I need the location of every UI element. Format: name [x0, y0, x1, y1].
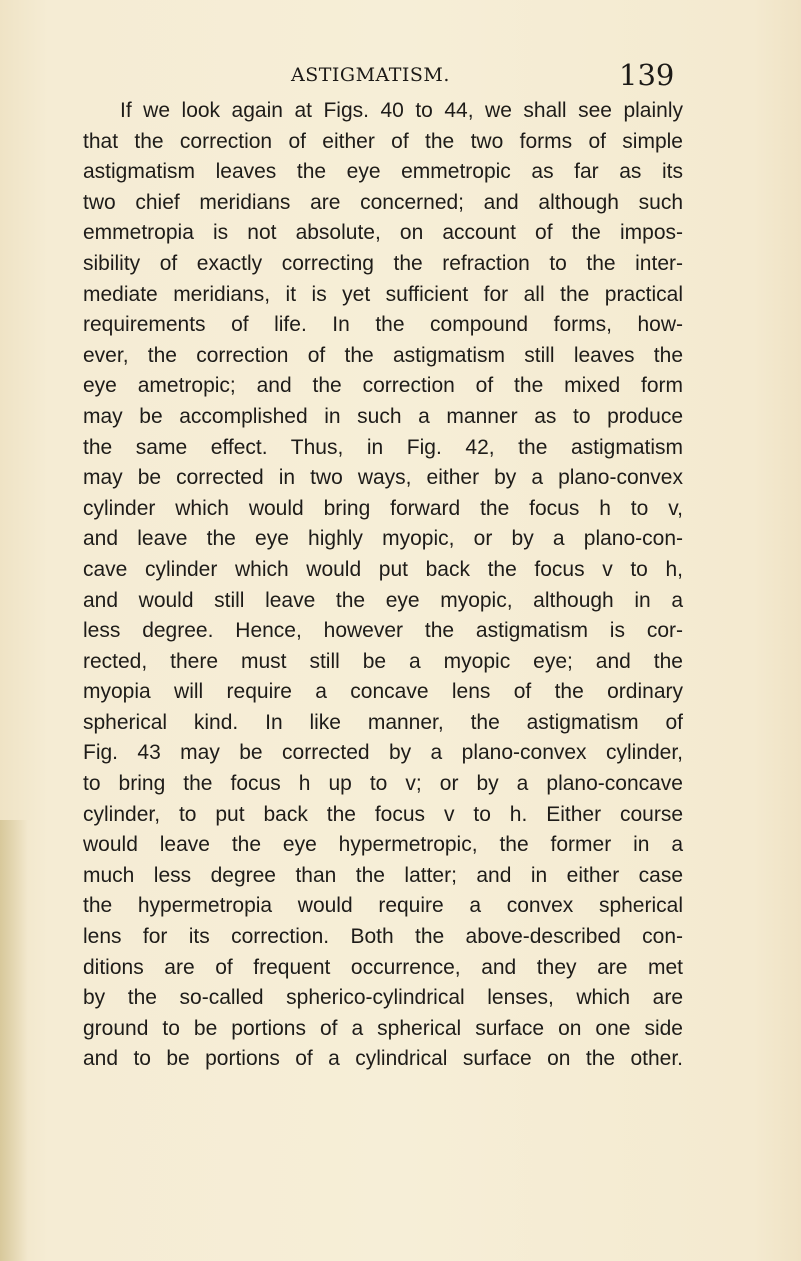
text-line: the same effect. Thus, in Fig. 42, the astigmatism: [83, 435, 683, 459]
text-line: lens for its correction. Both the above-described con-: [83, 925, 683, 949]
text-line: ever, the correction of the astigmatism still leaves the: [83, 343, 683, 367]
text-line: If we look again at Figs. 40 to 44, we shall see plainly: [120, 99, 683, 122]
text-line: ground to be portions of a spherical surface on one side: [83, 1016, 683, 1040]
text-line: spherical kind. In like manner, the astigmatism of: [83, 710, 683, 734]
running-head: [0, 60, 801, 100]
body-paragraph: [83, 96, 683, 1075]
text-line: mediate meridians, it is yet sufficient for all the practical: [83, 282, 683, 306]
text-line: ditions are of frequent occurrence, and they are met: [83, 955, 683, 979]
text-line: that the correction of either of the two forms of simple: [83, 129, 683, 153]
text-line: eye ametropic; and the correction of the mixed form: [83, 374, 683, 398]
text-line: less degree. Hence, however the astigmatism is cor-: [83, 619, 683, 643]
text-line: by the so-called spherico-cylindrical lenses, which are: [83, 986, 683, 1010]
text-line: and would still leave the eye myopic, although in a: [83, 588, 683, 612]
text-line: emmetropia is not absolute, on account of the impos-: [83, 221, 683, 245]
text-line: and to be portions of a cylindrical surface on the other.: [83, 1047, 683, 1071]
text-line: would leave the eye hypermetropic, the former in a: [83, 833, 683, 857]
text-line: myopia will require a concave lens of the ordinary: [83, 680, 683, 704]
text-line: the hypermetropia would require a convex spherical: [83, 894, 683, 918]
text-line: much less degree than the latter; and in either case: [83, 863, 683, 887]
text-line: may be corrected in two ways, either by a plano-convex: [83, 466, 683, 490]
text-line: rected, there must still be a myopic eye; and the: [83, 649, 683, 673]
text-line: two chief meridians are concerned; and although such: [83, 190, 683, 214]
text-line: cylinder which would bring forward the focus h to v,: [83, 496, 683, 520]
text-line: to bring the focus h up to v; or by a plano-concave: [83, 772, 683, 796]
text-line: Fig. 43 may be corrected by a plano-convex cylinder,: [83, 741, 683, 765]
page-number: 139: [619, 58, 675, 92]
text-line: cylinder, to put back the focus v to h. Either course: [83, 802, 683, 826]
text-line: requirements of life. In the compound forms, how-: [83, 313, 683, 337]
page-edge-shadow: [0, 820, 28, 1261]
running-title: ASTIGMATISM.: [291, 64, 450, 86]
text-line: sibility of exactly correcting the refraction to the inter-: [83, 251, 683, 275]
text-line: may be accomplished in such a manner as to produce: [83, 404, 683, 428]
text-line: astigmatism leaves the eye emmetropic as far as its: [83, 160, 683, 184]
text-line: cave cylinder which would put back the focus v to h,: [83, 557, 683, 581]
text-line: and leave the eye highly myopic, or by a plano-con-: [83, 527, 683, 551]
